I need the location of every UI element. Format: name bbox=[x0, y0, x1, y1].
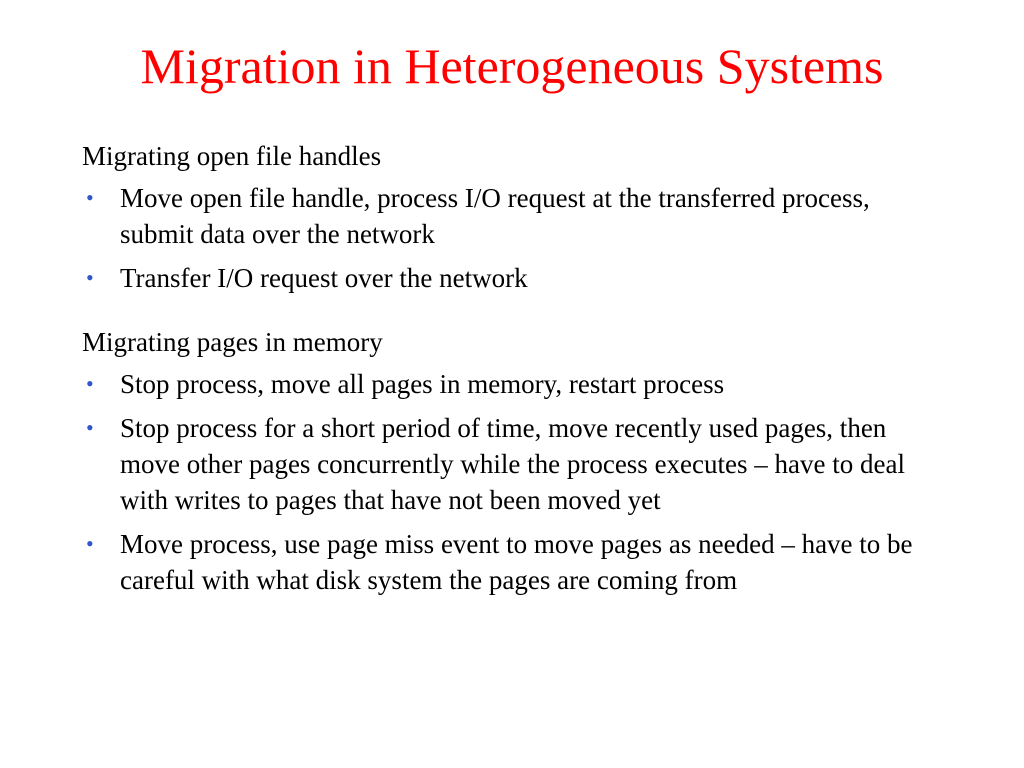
bullet-item bbox=[82, 366, 942, 402]
section-open-file-handles bbox=[82, 138, 942, 296]
bullet-icon: • bbox=[86, 265, 94, 290]
bullet-text: Stop process for a short period of time, move recently used pages, then move other pages concurrently while the process executes – have to deal with writes to pages that have not been moved yet bbox=[120, 413, 905, 515]
bullet-item bbox=[82, 260, 942, 296]
slide-title: Migration in Heterogeneous Systems bbox=[140, 38, 884, 94]
bullet-text: Transfer I/O request over the network bbox=[120, 263, 528, 293]
bullet-item bbox=[82, 526, 942, 598]
bullet-item bbox=[82, 180, 942, 252]
bullet-text: Stop process, move all pages in memory, restart process bbox=[120, 369, 725, 399]
slide-body bbox=[82, 138, 942, 606]
bullet-list bbox=[82, 366, 942, 598]
section-heading: Migrating open file handles bbox=[82, 141, 382, 171]
bullet-list bbox=[82, 180, 942, 296]
bullet-item bbox=[82, 410, 942, 518]
bullet-text: Move open file handle, process I/O request at the transferred process, submit data over the network bbox=[120, 183, 870, 249]
bullet-icon: • bbox=[86, 185, 94, 210]
bullet-text: Move process, use page miss event to move pages as needed – have to be careful with what disk system the pages are coming from bbox=[120, 529, 913, 595]
bullet-icon: • bbox=[86, 371, 94, 396]
section-pages-in-memory bbox=[82, 324, 942, 598]
bullet-icon: • bbox=[86, 531, 94, 556]
section-heading: Migrating pages in memory bbox=[82, 327, 383, 357]
bullet-icon: • bbox=[86, 415, 94, 440]
